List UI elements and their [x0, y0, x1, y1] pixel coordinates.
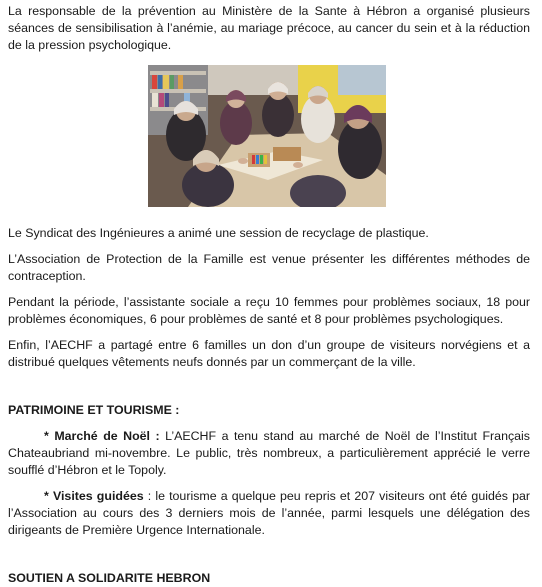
paragraph-visites: [8, 488, 530, 539]
paragraph-marche-noel: [8, 428, 530, 479]
section-title-soutien: SOUTIEN A SOLIDARITE HEBRON: [8, 571, 211, 585]
paragraph-enfin: Enfin, l’AECHF a partagé entre 6 familles un don d’un groupe de visiteurs norvégiens et a distribué quelques vêtements neufs donnés par un commerçant de la ville.: [8, 338, 530, 369]
visites-label: * Visites guidées: [44, 489, 144, 503]
section-title-patrimoine: PATRIMOINE ET TOURISME :: [8, 403, 180, 417]
marche-noel-label: * Marché de Noël :: [44, 429, 160, 443]
marche-noel-text: L’AECHF a tenu stand au marché de Noël de l’Institut Français Chateaubriand mi-novembre. Le public, très nombreux, a particulièrement apprécié le verre soufflé d’Hébron et le Topoly.: [8, 429, 530, 477]
paragraph-syndicat: Le Syndicat des Ingénieures a animé une session de recyclage de plastique.: [8, 226, 429, 240]
workshop-photo: [148, 65, 386, 207]
document-page: [8, 3, 530, 587]
paragraph-assistante: Pendant la période, l’assistante sociale a reçu 10 femmes pour problèmes sociaux, 18 pour problèmes économiques, 6 pour problèmes de santé et 8 pour problèmes psychologiques.: [8, 295, 530, 326]
visites-text: : le tourisme a quelque peu repris et 207 visiteurs ont été guidés par l’Association au cours des 3 derniers mois de l’année, parmi lesquels une délégation des dirigeants de Première Urgence Internationale.: [8, 489, 530, 537]
workshop-photo-image: [148, 65, 386, 207]
paragraph-prevention: La responsable de la prévention au Ministère de la Sante à Hébron a organisé plusieurs séances de sensibilisation à l’anémie, au mariage précoce, au cancer du sein et à la réduction de la pression psychologique.: [8, 4, 530, 52]
paragraph-association: L’Association de Protection de la Famille est venue présenter les différentes méthodes de contraception.: [8, 252, 530, 283]
